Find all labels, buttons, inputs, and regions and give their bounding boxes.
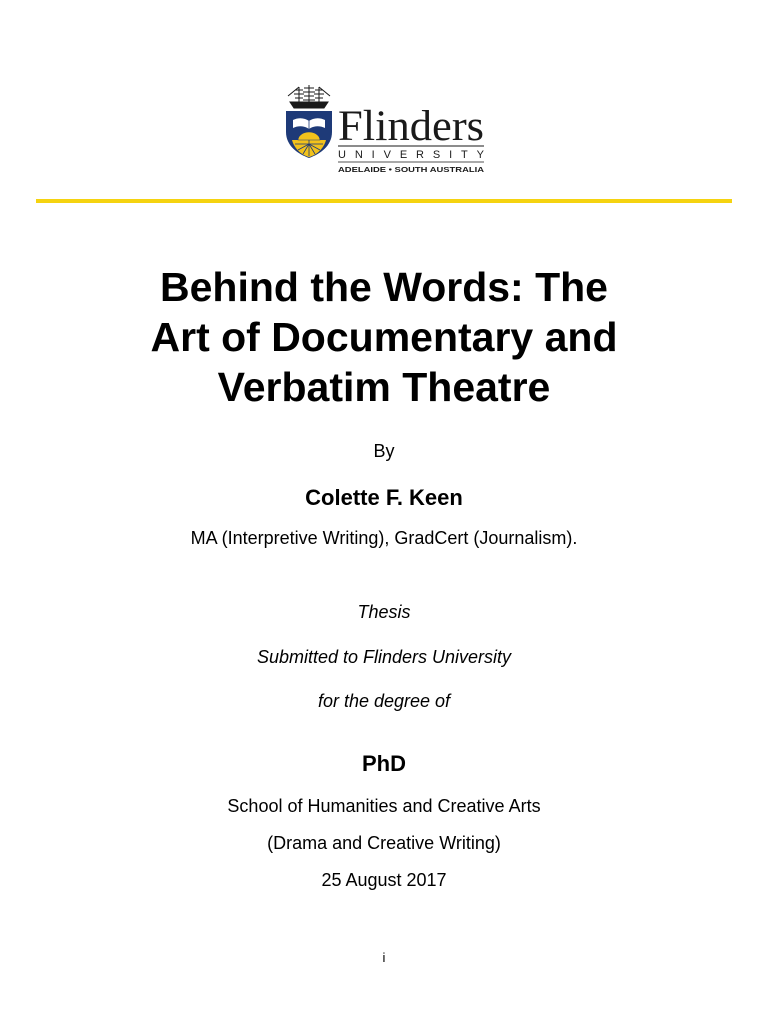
title-line: Verbatim Theatre <box>217 364 551 410</box>
ship-icon <box>288 85 330 108</box>
title-line: Art of Documentary and <box>150 314 618 360</box>
page-number: i <box>382 950 386 965</box>
logo-wordmark: Flinders <box>338 103 484 150</box>
title-line: Behind the Words: The <box>160 264 608 310</box>
logo-tagline: ADELAIDE • SOUTH AUSTRALIA <box>338 167 484 174</box>
degree-name: PhD <box>362 751 406 776</box>
author-qualifications: MA (Interpretive Writing), GradCert (Journalism). <box>190 528 578 548</box>
by-label: By <box>373 441 395 461</box>
degree-intro: for the degree of <box>317 691 451 711</box>
shield-icon <box>286 111 332 158</box>
logo-subtitle: UNIVERSITY <box>338 149 484 161</box>
author-name: Colette F. Keen <box>305 485 463 510</box>
accent-rule <box>36 199 732 203</box>
school-name: School of Humanities and Creative Arts <box>227 796 541 816</box>
logo-svg <box>284 84 489 176</box>
flinders-university-logo <box>284 84 489 176</box>
submission-date: 25 August 2017 <box>321 870 447 890</box>
thesis-label: Thesis <box>357 602 411 622</box>
discipline-name: (Drama and Creative Writing) <box>267 833 501 853</box>
thesis-title <box>0 262 768 412</box>
submitted-to: Submitted to Flinders University <box>256 647 512 667</box>
